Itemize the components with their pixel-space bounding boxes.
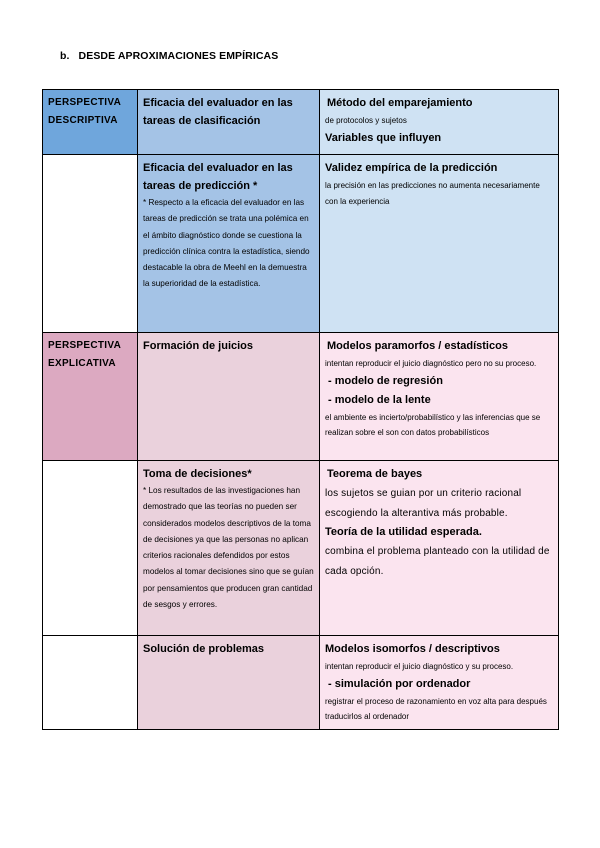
- table-row: [43, 90, 559, 155]
- topic-cell: [138, 155, 320, 333]
- model-title: Variables que influyen: [325, 131, 442, 144]
- model-detail: la precisión en las predicciones no aumenta necesariamente con la experiencia: [325, 181, 540, 206]
- table-row: [43, 155, 559, 333]
- topic-cell: [138, 636, 320, 730]
- perspective-label-line1: PERSPECTIVA: [48, 97, 122, 108]
- topic-title: Formación de juicios: [143, 340, 254, 352]
- topic-title: Eficacia del evaluador en las tareas de predicción *: [143, 162, 293, 192]
- model-title: Método del emparejamiento: [327, 97, 473, 109]
- model-detail: de protocolos y sujetos: [325, 116, 407, 125]
- section-number: b.: [60, 50, 70, 62]
- model-title: Validez empírica de la predicción: [325, 162, 498, 174]
- model-subitem: - modelo de la lente: [328, 393, 431, 406]
- models-cell: [320, 333, 559, 461]
- topic-title: Toma de decisiones*: [143, 468, 252, 480]
- topic-note: * Los resultados de las investigaciones han demostrado que las teorías no pueden ser considerados modelos descriptivos de la toma de decisiones ya que las personas no aplican criterios racionales defendidos por estos modelos al tomar decisiones sino que se guían por pensamientos que producen gran cantidad de sesgos y errores.: [143, 486, 314, 610]
- model-title: Modelos paramorfos / estadísticos: [327, 340, 508, 352]
- model-title: Teoría de la utilidad esperada.: [325, 526, 482, 538]
- model-title: Modelos isomorfos / descriptivos: [325, 643, 500, 655]
- section-title: DESDE APROXIMACIONES EMPÍRICAS: [78, 50, 279, 62]
- table-row: [43, 333, 559, 461]
- model-detail: intentan reproducir el juicio diagnóstico pero no su proceso.: [325, 359, 537, 368]
- approaches-table: [42, 89, 559, 730]
- model-detail: combina el problema planteado con la utilidad de cada opción.: [325, 546, 550, 577]
- topic-cell: [138, 90, 320, 155]
- models-cell: [320, 90, 559, 155]
- model-detail: registrar el proceso de razonamiento en voz alta para después traducirlos al ordenador: [325, 696, 547, 721]
- model-subitem: - simulación por ordenador: [328, 677, 471, 690]
- topic-title: Eficacia del evaluador en las tareas de clasificación: [143, 97, 293, 127]
- perspective-cell: [43, 461, 138, 636]
- models-cell: [320, 155, 559, 333]
- model-detail: intentan reproducir el juicio diagnóstico y su proceso.: [325, 662, 514, 671]
- perspective-cell: [43, 155, 138, 333]
- models-cell: [320, 636, 559, 730]
- perspective-label-line1: PERSPECTIVA: [48, 340, 122, 351]
- section-heading: [60, 50, 278, 62]
- table-row: [43, 636, 559, 730]
- topic-title: Solución de problemas: [143, 643, 265, 655]
- topic-note: * Respecto a la eficacia del evaluador en las tareas de predicción se trata una polémica en el ámbito diagnóstico donde se cuestiona la predicción clínica contra la estadística, siendo destacable la obra de Meehl en la demuestra la superioridad de la estadística.: [143, 198, 310, 289]
- model-subitem: - modelo de regresión: [328, 374, 443, 387]
- table-row: [43, 461, 559, 636]
- topic-cell: [138, 461, 320, 636]
- model-title: Teorema de bayes: [327, 468, 423, 480]
- perspective-label-line2: DESCRIPTIVA: [48, 115, 118, 126]
- topic-cell: [138, 333, 320, 461]
- perspective-label-line2: EXPLICATIVA: [48, 358, 116, 369]
- perspective-cell: [43, 636, 138, 730]
- perspective-cell: [43, 333, 138, 461]
- model-detail: el ambiente es incierto/probabilístico y las inferencias que se realizan sobre el son con datos probabilísticos: [325, 412, 541, 437]
- perspective-cell: [43, 90, 138, 155]
- models-cell: [320, 461, 559, 636]
- model-detail: los sujetos se guian por un criterio racional escogiendo la alterantiva más probable.: [325, 488, 522, 519]
